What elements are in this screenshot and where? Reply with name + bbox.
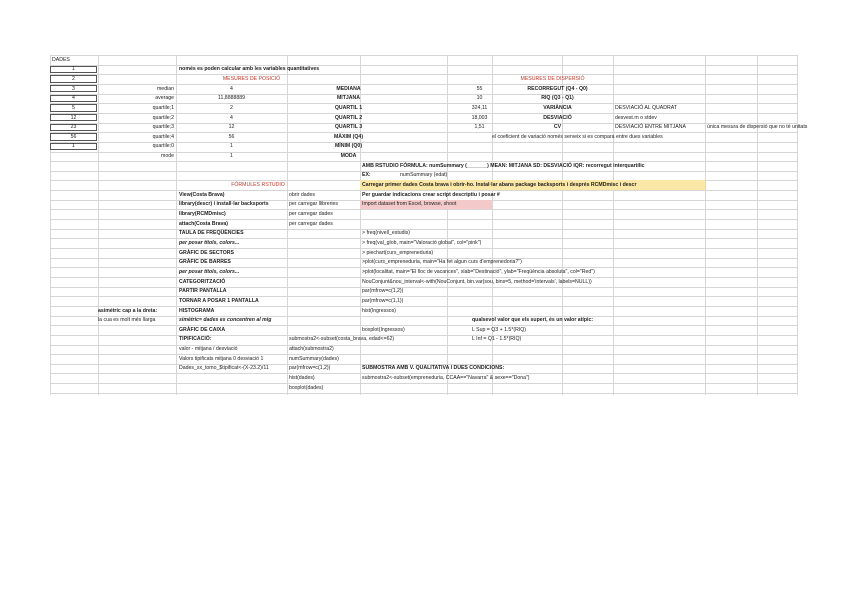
stat-value: 1 [230, 143, 233, 150]
formula-code: SUBMOSTRA AMB V. QUALITATIVA I DUES CONDICIONS: [362, 365, 505, 372]
formula-topic: HISTOGRAMA [179, 307, 215, 314]
grid-row-line [50, 209, 797, 210]
formula-note: L Sup = Q3 + 1.5*(RIQ) [472, 326, 527, 333]
formula-desc: submostra2<-subset(costa_brava, edad<=62) [289, 336, 395, 343]
grid-row-line [50, 74, 797, 75]
formula-code: > freq(val_glob, main="Valoració global", col="pink") [362, 239, 482, 246]
formula-note: L Inf = Q1 - 1.5*(RIQ) [472, 336, 522, 343]
stat-value: 12 [228, 124, 235, 131]
dades-header: DADES [52, 56, 70, 63]
disp-name: DESVIACIÓ [543, 114, 572, 121]
data-value: 12 [70, 114, 77, 121]
grid-row-line [50, 345, 797, 346]
stat-value: 4 [230, 85, 233, 92]
stat-value: 56 [228, 133, 235, 140]
note-quantitatives: només es poden calcular amb les variables quantitatives [179, 66, 320, 73]
stat-label: quartile;3 [152, 124, 174, 131]
data-value: 1 [72, 143, 75, 150]
formula-code: par(mfrow=c(1,1)) [362, 297, 404, 304]
dispersio-title: MESURES DE DISPERSIÓ [520, 75, 585, 82]
formula-desc: par(mfrow=c(1,2)) [289, 365, 331, 372]
data-value: 2 [72, 75, 75, 82]
disp-name: RIQ (Q3 - Q1) [541, 95, 574, 102]
grid-row-line [50, 325, 797, 326]
formula-topic: per posar títols, colors... [179, 239, 240, 246]
formula-code: submostra2<-subset(empreneduria, CCAA=="Navarra" & sexe=="Dona") [362, 375, 530, 382]
formules-title: FÒRMULES RSTUDIO [231, 182, 285, 189]
formula-code: hist(Ingressos) [362, 307, 397, 314]
disp-name: CV [553, 124, 562, 131]
spreadsheet [50, 55, 808, 395]
rstudio-formula: AMB RSTUDIO FÓRMULA: numSummary (_______) MEAN: MITJANA SD: DESVIACIÓ IQR: recorregut interquartílic [362, 162, 645, 169]
data-value: 23 [70, 124, 77, 131]
formula-topic: simètric= dades es concentren al mig [179, 317, 272, 324]
stat-label: median [156, 85, 174, 92]
formula-desc: per carregar dades [289, 220, 333, 227]
formula-code: Per guardar indicacions crear script descriptiu i posar # [362, 191, 500, 198]
cv-extra-note: única mesura de dispersió que no té unitats [707, 124, 808, 131]
formula-code: >plot(localitat, main="El lloc de vacances", xlab="Destinació", ylab="Freqüència absoluta", col="Red") [362, 268, 595, 275]
stat-value: 4 [230, 114, 233, 121]
formula-code: NouConjunt&nou_interval<-with(NouConjunt, bin.var(sou, bins=5, method='intervals', labels=NULL)) [362, 278, 592, 285]
disp-value: 55 [476, 85, 483, 92]
disp-value: 18,003 [471, 114, 488, 121]
disp-value: 10 [476, 95, 483, 102]
formula-code: Import dataset from Excel, browse, shoot [362, 201, 457, 208]
formula-topic: CATEGORITZACIÓ [179, 278, 226, 285]
formula-desc: boxplot(dades) [289, 384, 324, 391]
formula-desc: per carregar llibreries [289, 201, 339, 208]
stat-name: MODA [340, 153, 357, 160]
formula-topic: valor - mitjana / desviació [179, 346, 238, 353]
stat-label: quartile;4 [152, 133, 174, 140]
grid-row-line [50, 383, 797, 384]
stat-label: average [155, 95, 174, 102]
formula-topic: TORNAR A POSAR 1 PANTALLA [179, 297, 259, 304]
stat-label: mode [161, 153, 174, 160]
formula-desc: obrir dades [289, 191, 315, 198]
stat-label: quartile;1 [152, 104, 174, 111]
formula-topic: View(Costa Brava) [179, 191, 225, 198]
formula-topic: library(RCMDmisc) [179, 211, 226, 217]
data-value: 56 [70, 133, 77, 140]
grid-row-line [50, 287, 797, 288]
data-value: 4 [72, 95, 75, 102]
grid-row-line [50, 55, 797, 56]
formula-note: qualsevol valor que els superi, és un valor atípic: [472, 317, 594, 324]
grid-row-line [50, 229, 797, 230]
grid-col-line [797, 55, 798, 395]
grid-row-line [50, 65, 797, 66]
stat-label: quartile;0 [152, 143, 174, 150]
grid-col-line [757, 55, 758, 395]
disp-name: VARIÀNCIA [543, 104, 572, 111]
grid-col-line [705, 55, 706, 395]
ex-label: EX: [362, 172, 371, 179]
disp-value: 324,11 [471, 104, 488, 111]
stat-value: 11,8888889 [217, 95, 246, 102]
formula-topic: TIPIFICACIÓ: [179, 336, 212, 343]
data-value: 5 [72, 104, 75, 111]
grid-row-line [50, 316, 797, 317]
ex-value: numSummary (edat) [400, 172, 448, 179]
grid-row-line [50, 296, 797, 297]
formula-code: > freq(nivell_estudis) [362, 230, 411, 237]
formula-topic: library(descr) i install·lar backsports [179, 201, 269, 208]
stat-label: quartile;2 [152, 114, 174, 121]
stat-name: QUARTIL 2 [334, 114, 363, 121]
disp-value: 1,51 [474, 124, 485, 131]
disp-name: RECORREGUT (Q4 - Q0) [527, 85, 588, 92]
stat-value: 1 [230, 153, 233, 160]
carregar-note: Carregar primer dades Costa brava i obrir-ho. Instal·lar abans package backsports i després RCMDmisc i descr [362, 182, 637, 189]
grid-col-line [613, 55, 614, 395]
left-note: asimètric cap a la dreta: [98, 307, 158, 314]
formula-code: > piechart(curs_empreneduria) [362, 249, 434, 256]
formula-desc: attach(submostra2) [289, 346, 334, 353]
formula-topic: per posar títols, colors... [179, 268, 240, 275]
stat-value: 2 [230, 104, 233, 111]
formula-topic: attach(Costa Brava) [179, 220, 229, 227]
cv-comment: el coeficient de variació només serveix si es compara entre dues variables [492, 133, 663, 140]
formula-topic: Dades_sx_tomo_$tipificat<-(X-23.2)/11 [179, 365, 269, 372]
grid-row-line [50, 335, 797, 336]
stat-name: MÀXIM (Q4) [333, 133, 364, 140]
left-note: la cua es molt més llarga [98, 317, 156, 324]
stat-name: MITJANA [336, 95, 361, 102]
grid-row-line [50, 219, 797, 220]
stat-name: QUARTIL 3 [334, 124, 363, 131]
data-value: 3 [72, 85, 75, 92]
stat-name: MEDIANA [336, 85, 361, 92]
stat-name: QUARTIL 1 [334, 104, 363, 111]
formula-topic: Valors tipificats mitjana 0 desviació 1 [179, 355, 264, 362]
grid-row-line [50, 354, 797, 355]
formula-topic: GRÀFIC DE SECTORS [179, 249, 234, 256]
formula-topic: PARTIR PANTALLA [179, 288, 227, 295]
posicio-title: MESURES DE POSICIÓ [222, 75, 281, 82]
disp-note: desvest.m o stdev [615, 114, 657, 121]
formula-topic: GRÀFIC DE BARRES [179, 259, 231, 266]
grid-row-line [50, 306, 797, 307]
stat-name: MÍNIM (Q0) [334, 143, 363, 150]
formula-code: boxplot(Ingressos) [362, 326, 405, 333]
disp-note: DESVIACIÓ AL QUADRAT [615, 104, 677, 111]
formula-desc: hist(dades) [289, 375, 315, 382]
formula-topic: TAULA DE FREQÜÈNCIES [179, 230, 244, 237]
formula-desc: numSummary(dades) [289, 355, 339, 362]
disp-note: DESVIACIÓ ENTRE MITJANA [615, 124, 686, 131]
formula-code: par(mfrow=c(1,2)) [362, 288, 404, 295]
formula-code: >plot(curs_empreneduria, main="Ha fet algun curs d'emprenedoria?") [362, 259, 522, 266]
grid-row-line [50, 393, 797, 394]
formula-desc: per carregar dades [289, 211, 333, 217]
data-value: 1 [72, 66, 75, 73]
formula-topic: GRÀFIC DE CAIXA [179, 326, 226, 333]
